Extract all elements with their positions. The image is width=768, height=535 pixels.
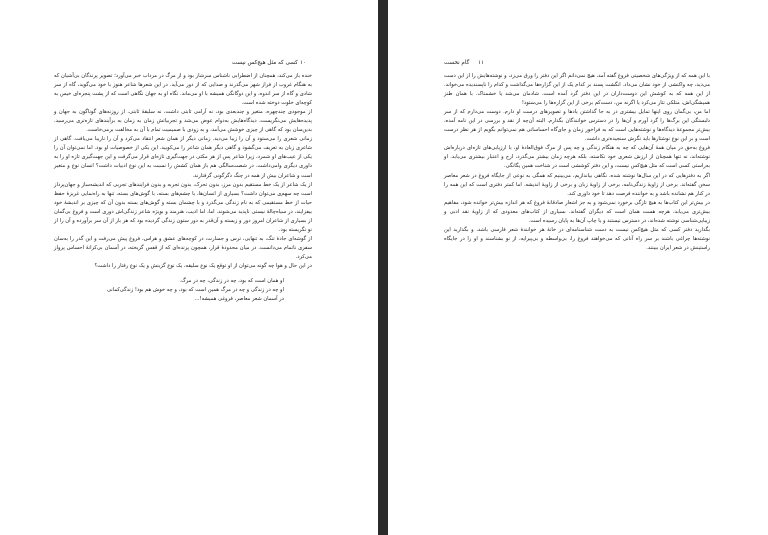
paragraph: با این همه که از ویژگی‌های شخصیتی فروغ گفته آمد، هیچ نمی‌دانم اگر این دفتر را ورق می‌زد، و نوشته‌هایش را از این دست می‌دید، چه واکنشی از خود نشان می‌داد. انگشت پسند بر کدام یک از این گزاره‌ها می‌گذاشت و کدام را ناپسندیده می‌خواند. از این همه که به کوشش این دوست‌داران در این دفتر گرد آمده است، شادمان می‌شد یا خشمناک. با همان طنز همیشگی‌اش، متلکی نثار می‌کرد یا اگرنه من، دست‌کم برخی از این گزاره‌ها را می‌ستود! (444, 73, 710, 107)
left-body-text (54, 72, 312, 304)
paragraph: از یک شاعر از یک خط مستقیم بدون مرز، بدون تحرک، بدون تجربه و بدون فرایندهای تجربی که اندیشه‌ساز و جهان‌پرداز است چه سهم‌ی می‌توان داشت؟ بسیاری از انسان‌ها، با چشم‌های بسته، با گوش‌های بسته، تنها به راه‌نمایی غریزهٔ حفظ حیات از خط مستقیمی که به نام زندگی می‌گذرد و با چشمان بسته و گوش‌های بسته بدون آن که چیزی بر اندیشهٔ خود بیفزایند، در سیاه‌چالهٔ نیستی ناپدید می‌شوند. اما، اما ادیب، هنرمند و بویژه شاعر زندگی‌اش دوری است و فروغ بی‌گمان از بسیاری از شاعران امروز دور و زیسته و آن‌قدر به دور ستون زندگی گردیده بود که هر بار از آن سر برآورده و آن را از نو نگریسته بود. (54, 181, 312, 233)
right-body-text (444, 72, 710, 253)
paragraph: از موجودی چند‌چهره، متغیر و چند‌بعدی بود، نه آرامی ثابتی داشت، نه سلیقهٔ ثابتی. از روزنه‌های گوناگون به جهان و پدیده‌هایش می‌نگریست، دیدگاه‌هایش به‌دوام عوض می‌شد و تجربیاتش زمان به زمان به برآیندهای تازه‌تری می‌رسید. بدین‌سان بود که گاهی از چیزی خوشش می‌آمد، و به زودی با صمیمیت تمام با آن به مخالفت برمی‌خاست. (54, 109, 312, 134)
book-gutter (378, 0, 388, 535)
paragraph: در این حال و هوا چه گونه می‌توان از او توقع یک نوع سلیقه، یک نوع گزینش و یک نوع رفتار را داشت؟ (94, 262, 312, 269)
paragraph: بگذارید دفتر کسی که مثل هیچ‌کس نیست به دست شناسنامه‌ای در خانهٔ هر خوانندهٔ شعر فارسی باشد، و بگذارید این نوشته‌ها چراغی باشند بر سر راه آنانی که می‌خواهند فروغ را، بی‌واسطه و بی‌پیرایه، از نو بشناسند و او را در جایگاه راستینش در شعر ایران ببینند. (444, 226, 710, 251)
closing-verse (54, 277, 312, 304)
verse-line: او همان است که بود، چه در زندگی، چه در مرگ. (179, 278, 284, 285)
left-running-title: کسی که مثل هیچ‌کس نیست (232, 60, 298, 66)
paragraph: زمانی شعری را می‌ستود و آن را زیبا می‌دید. زمانی دیگر از همان شعر انتقاد می‌کرد و آن را ناریبا می‌یافت. گاهی از شاعری زبان به تعریف می‌گشود و گاهی دیگر همان شاعر را می‌کوبید. این یکی از خصوصیات او بود. اما نمی‌توان آن را یکی از عیب‌های او شمرد، زیرا شاعر پس از هر مکثی در جهت‌گیری تازه‌ای قرار می‌گرفت و این جهت‌گیری تازه او را به داوری دیگری وامی‌داشت. در شصت‌سالگی هم باز همان کشش را نسبت به این نوع ادبیات داشت؟ انسان نوع و متغیر است و شاعران بیش از همه در چنگ دگرگونی گرفتارند. (54, 136, 312, 179)
paragraph: اگر به دفترهایی که در این سال‌ها نوشته شده، نگاهی بیاندازیم، می‌بینیم که همگی به نوعی از جایگاه فروغ در شعر معاصر سخن گفته‌اند. برخی از زاویهٔ زندگی‌نامه، برخی از زاویهٔ زبان و برخی از زاویهٔ اندیشه. اما کمتر دفتری است که این همه را در کنار هم نشانده باشد و به خواننده فرصت دهد تا خود داوری کند. (444, 172, 710, 197)
paragraph: در بیش‌تر این کتاب‌ها به هیچ تازگی برخورد نمی‌شود و به جز اشعار صادقانهٔ فروغ که هر اندازه بیش‌تر خوانده شود، مفاهیم بیش‌تری می‌یابد، هرچه هست همان است که دیگران گفته‌اند. بسیاری از کتاب‌های معدودی که از زاویهٔ نقد ادبی و زیبایی‌شناسی نوشته شده‌اند، در دسترس نیستند و یا چاپ آن‌ها به پایان رسیده است. (444, 199, 710, 224)
paragraph: اما من، بی‌گمان روی اینها تمایل بیشتری در به جا گذاشتن یادها و تصویرهای درست او دارم. دوست می‌دارم که از سر دلبستگی این برگ‌ها را گرد آورم و آن‌ها را در دسترس خوانندگان بگذارم. البته آن‌چه از نقد و بررسی در این نامه آمده، بیش‌تر مجموعهٔ دیدگاه‌ها و نوشته‌هایی است که به فراخور زمان و جای‌گاه احساساتی هم نمی‌توانم بگویم از هر نظر درست است و بر این نوع نوشتارها باید نگرش سنجیده‌تری داشت. (444, 109, 710, 143)
paragraph: فروغ به‌حق در میان همهٔ آن‌هایی که چه به هنگام زندگی و چه پس از مرگ فوق‌العادهٔ او، با ارزیابی‌های تازه‌ای درباره‌اش نوشته‌اند، نه تنها همچنان از ارزش شعری خود نکاسته، بلکه هرچه زمان بیشتر می‌گذرد، ارج و اعتبار بیشتری می‌یابد. او به‌راستی کسی است که مثل هیچ‌کس نیست، و این دفتر کوششی است در شناخت همین یگانگی. (444, 145, 710, 170)
right-page (388, 0, 768, 535)
verse-line: در آسمان شعر معاصر، فروغی همیشه!... (194, 296, 284, 303)
right-page-number: ۱۱ (478, 60, 485, 66)
left-page (0, 0, 378, 535)
paragraph: خنده باز می‌کند، همچنان از اضطرابی ناشناس سرشار بود و از مرگ در مرداب خبر می‌آورد؛ تصویر پرندگان بی‌آشیان که به هنگام غروب از فراز شهر می‌گذرند و صدایی که از دور می‌آید. در این شعرها شاعر هنوز با خود می‌گوید، گاه از سر شادی و گاه از سر اندوه، و این دوگانگی همیشه با او می‌ماند. نگاه او به جهان نگاهی است که از پشت پنجره‌ای خیس به کوچه‌ای خلوت دوخته شده است. (54, 73, 312, 107)
right-running-title: گام نخست (444, 60, 470, 66)
left-page-number: ۱۰ (300, 60, 307, 66)
paragraph: از گوشه‌ای جادهٔ تنگ، به تنهایی، ترس و جسارت، در کوچه‌های عشق و هراس، فروغ پیش می‌رفت و این گذر را به‌سان سفری ناتمام می‌دانست. در میان محدودهٔ قرار، همچون پرنده‌ای که از قفس گریخته، در آسمان بی‌کرانهٔ احساس پرواز می‌کرد. (54, 235, 312, 260)
verse-line: او چه در زندگی و چه در مرگ همین است که بود، و چه خوش هم بود! زندگی‌کمانی (106, 287, 284, 294)
